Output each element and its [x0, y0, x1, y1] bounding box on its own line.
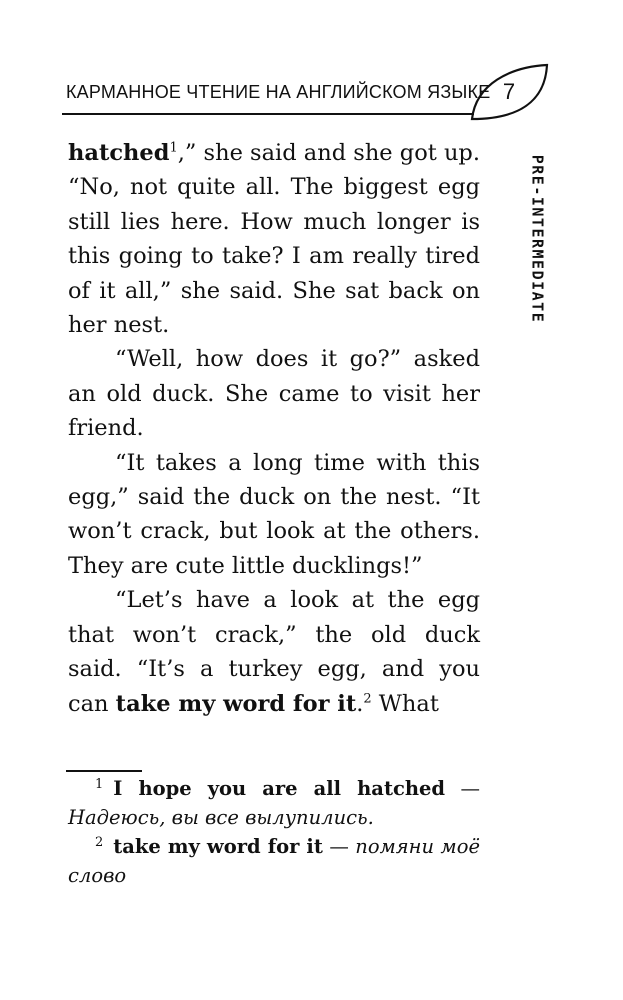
running-header-title: КАРМАННОЕ ЧТЕНИЕ НА АНГЛИЙСКОМ ЯЗЫКЕ [66, 82, 491, 102]
footnote-1-number: 1 [95, 776, 104, 792]
footnotes [68, 774, 480, 890]
footnote-2-dash: — [322, 835, 356, 858]
paragraph-1 [68, 136, 480, 342]
story-text [68, 136, 480, 721]
footnote-1 [68, 774, 480, 832]
footnote-1-dash: — [445, 777, 481, 800]
level-label-text: PRE-INTERMEDIATE [528, 154, 546, 324]
footnote-2-translation: помяни моё слово [68, 835, 480, 887]
footnote-2-number: 2 [95, 834, 104, 850]
footnote-2 [68, 832, 480, 890]
footnote-2-term: take my word for it [113, 835, 323, 858]
paragraph-4 [68, 583, 480, 721]
paragraph-3: “It takes a long time with this egg,” said the duck on the nest. “It won’t crack, but look at the others. They are cute little ducklings!” [68, 449, 480, 579]
paragraph-1-text: ,” she said and she got up. “No, not quite all. The biggest egg still lies here. How much longer is this going to take? I am really tired of it all,” she said. She sat back on her nest. [68, 140, 480, 339]
glossed-term-word: take my word for it [115, 690, 357, 717]
paragraph-4-text-after: What [371, 690, 439, 717]
glossed-term-hatched: hatched [68, 140, 170, 166]
paragraph-4-period: . [356, 690, 364, 717]
footnote-1-translation: Надеюсь, вы все вылупились. [68, 806, 374, 829]
footnote-divider [66, 770, 142, 772]
page-number: 7 [502, 79, 516, 104]
page-number-badge [468, 62, 550, 124]
footnote-ref-2: 2 [363, 691, 372, 706]
header-divider [62, 113, 474, 115]
paragraph-4-text-before: “Let’s have a look at the egg that won’t crack,” the old duck said. “It’s a turkey egg, and you can [68, 587, 480, 717]
paragraph-2: “Well, how does it go?” asked an old duck. She came to visit her friend. [68, 346, 480, 442]
level-label [520, 146, 554, 332]
footnote-1-term: I hope you are all hatched [113, 777, 446, 800]
footnote-ref-1: 1 [169, 140, 178, 156]
